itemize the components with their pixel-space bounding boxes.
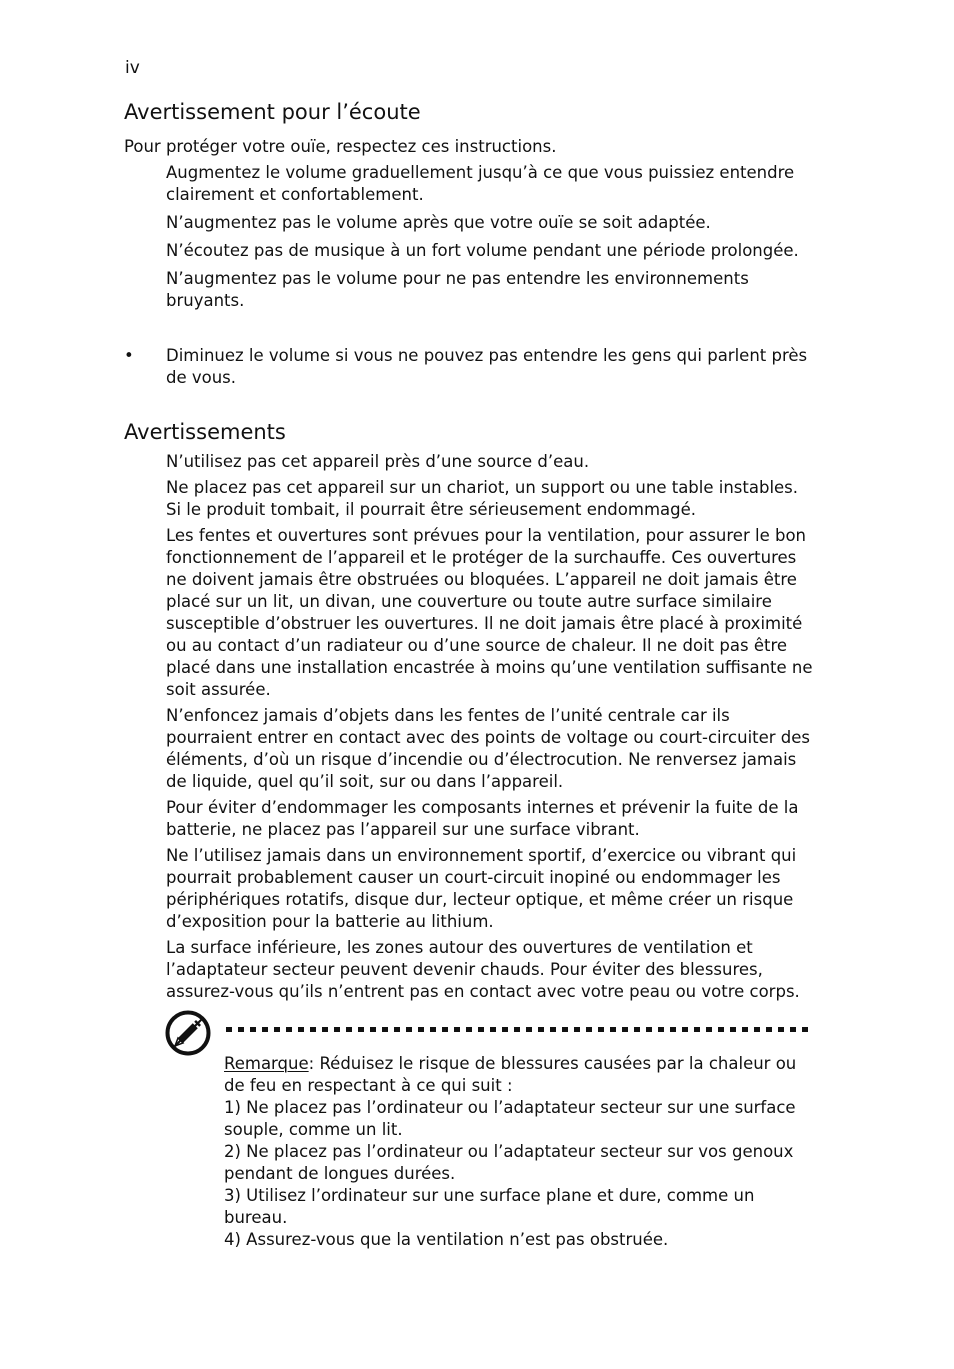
page-number: iv [125, 58, 140, 78]
note-label: Remarque [224, 1054, 309, 1073]
warnings-list [166, 451, 814, 1007]
note-intro-text: : Réduisez le risque de blessures causées par la chaleur ou de feu en respectant à ce qui suit : [224, 1054, 797, 1095]
note-line: 2) Ne placez pas l’ordinateur ou l’adaptateur secteur sur vos genoux pendant de longues durées. [224, 1142, 794, 1183]
section-heading-listening: Avertissement pour l’écoute [124, 100, 421, 124]
list-item: N’écoutez pas de musique à un fort volume pendant une période prolongée. [166, 241, 799, 260]
note-line: 3) Utilisez l’ordinateur sur une surface plane et dure, comme un bureau. [224, 1186, 755, 1227]
note-intro [224, 1053, 804, 1097]
listening-intro: Pour protéger votre ouïe, respectez ces instructions. [124, 137, 557, 156]
list-item: N’augmentez pas le volume après que votre ouïe se soit adaptée. [166, 213, 711, 232]
bullet-icon: • [124, 346, 134, 365]
listening-instructions [166, 162, 814, 318]
note-divider [226, 1027, 811, 1032]
list-item: N’augmentez pas le volume pour ne pas entendre les environnements bruyants. [166, 269, 749, 310]
list-item: Augmentez le volume graduellement jusqu’à ce que vous puissiez entendre clairement et confortablement. [166, 163, 795, 204]
list-item-text: Diminuez le volume si vous ne pouvez pas entendre les gens qui parlent près de vous. [166, 346, 808, 387]
list-item: Les fentes et ouvertures sont prévues pour la ventilation, pour assurer le bon fonctionnement de l’appareil et le protéger de la surchauffe. Ces ouvertures ne doivent jamais être obstruées ou bloquées. L’appareil ne doit jamais être placé sur un lit, un divan, une couverture ou toute autre surface similaire susceptible d’obstruer les ouvertures. Il ne doit jamais être placé à proximité ou au contact d’un radiateur ou d’une source de chaleur. Il ne doit pas être placé dans une installation encastrée à moins qu’une ventilation suffisante ne soit assurée. [166, 526, 813, 699]
list-item: N’utilisez pas cet appareil près d’une source d’eau. [166, 452, 590, 471]
list-item: Ne placez pas cet appareil sur un chariot, un support ou une table instables. Si le produit tombait, il pourrait être sérieusement endommagé. [166, 478, 799, 519]
list-item: N’enfoncez jamais d’objets dans les fentes de l’unité centrale car ils pourraient entrer en contact avec des points de voltage ou court-circuiter des éléments, d’où un risque d’incendie ou d’électrocution. Ne renversez jamais de liquide, quel qu’il soit, sur ou dans l’appareil. [166, 706, 811, 791]
list-item: Ne l’utilisez jamais dans un environnement sportif, d’exercice ou vibrant qui pourrait probablement causer un court-circuit inopiné ou endommager les périphériques rotatifs, disque dur, lecteur optique, et même créer un risque d’exposition pour la batterie au lithium. [166, 846, 797, 931]
section-heading-warnings: Avertissements [124, 420, 286, 444]
note-pen-icon [165, 1010, 211, 1056]
note-line: 4) Assurez-vous que la ventilation n’est pas obstruée. [224, 1230, 669, 1249]
list-item: La surface inférieure, les zones autour des ouvertures de ventilation et l’adaptateur secteur peuvent devenir chauds. Pour éviter des blessures, assurez-vous qu’ils n’entrent pas en contact avec votre peau ou votre corps. [166, 938, 800, 1001]
note-box [224, 1053, 804, 1251]
note-line: 1) Ne placez pas l’ordinateur ou l’adaptateur secteur sur une surface souple, comme un lit. [224, 1098, 796, 1139]
list-item: Pour éviter d’endommager les composants internes et prévenir la fuite de la batterie, ne placez pas l’appareil sur une surface vibrant. [166, 798, 799, 839]
